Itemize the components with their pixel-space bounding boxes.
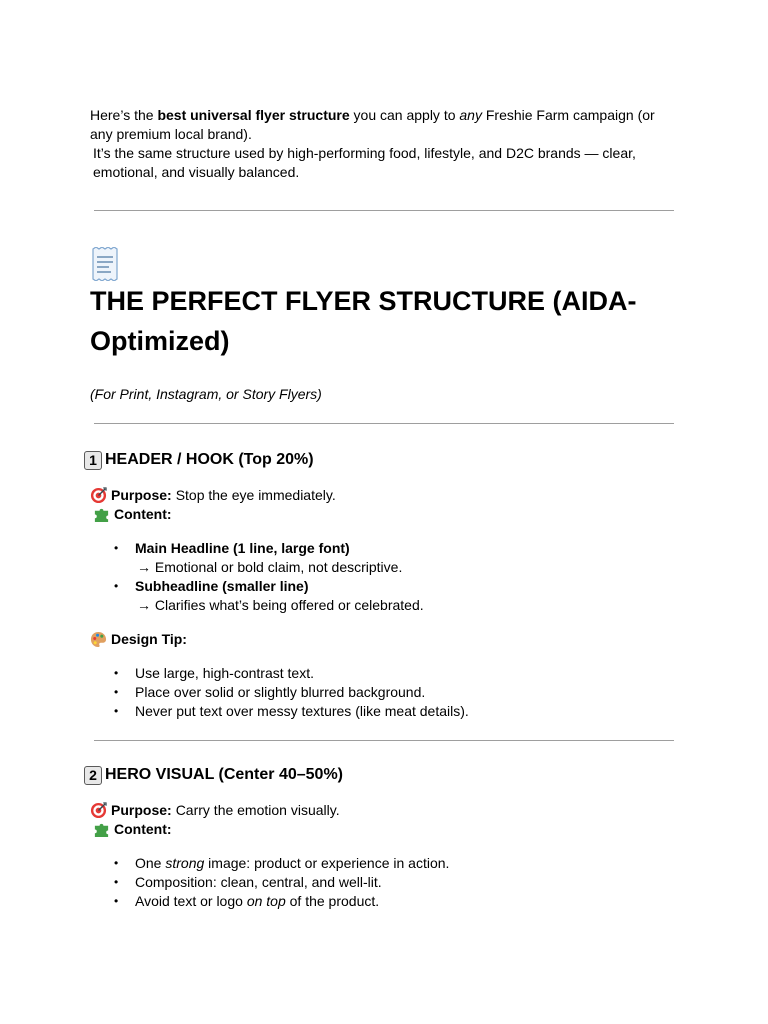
list-item: • Subheadline (smaller line) → Clarifies what’s being offered or celebrated. — [114, 578, 424, 613]
list-item: • Main Headline (1 line, large font) → Emotional or bold claim, not descriptive. — [114, 540, 403, 575]
content-line: Content: — [90, 820, 676, 839]
puzzle-icon — [93, 506, 110, 523]
purpose-line: Purpose: Stop the eye immediately. — [90, 486, 676, 505]
content-list — [90, 854, 676, 911]
bullet-icon: • — [114, 685, 119, 699]
bullet-icon: • — [114, 894, 119, 908]
content-line: Content: — [90, 505, 676, 524]
bullet-icon: • — [114, 704, 119, 718]
purpose-line: Purpose: Carry the emotion visually. — [90, 801, 676, 820]
bullet-icon: • — [114, 666, 119, 680]
list-item: • Place over solid or slightly blurred background. — [114, 684, 426, 700]
bullet-icon: • — [114, 856, 119, 870]
list-item: • One strong image: product or experience in action. — [114, 855, 450, 871]
keycap-number-icon: 1 — [84, 451, 102, 470]
keycap-number-icon: 2 — [84, 766, 102, 785]
intro-paragraph-1: Here’s the best universal flyer structure you can apply to any Freshie Farm campaign (or any premium local brand). — [90, 107, 655, 142]
section-heading-text: HEADER / HOOK (Top 20%) — [105, 451, 314, 468]
page-title — [90, 247, 676, 361]
receipt-icon — [90, 247, 120, 281]
document-page — [90, 106, 676, 911]
target-icon — [90, 802, 107, 819]
intro-paragraph-2: It’s the same structure used by high-performing food, lifestyle, and D2C brands — clear, emotional, and visually balanced. — [93, 145, 636, 180]
palette-icon — [90, 631, 107, 648]
bullet-icon: • — [114, 541, 119, 555]
divider — [94, 210, 674, 211]
bullet-icon: • — [114, 875, 119, 889]
subtitle: (For Print, Instagram, or Story Flyers) — [90, 386, 322, 402]
divider — [94, 740, 674, 741]
content-list — [90, 539, 676, 615]
section-heading-2 — [84, 765, 676, 785]
list-item: • Avoid text or logo on top of the product. — [114, 893, 380, 909]
design-tip-line: Design Tip: — [90, 630, 676, 649]
section-heading-text: HERO VISUAL (Center 40–50%) — [105, 766, 343, 783]
design-tip-list — [90, 664, 676, 721]
divider — [94, 423, 674, 424]
section-heading-1 — [84, 450, 676, 470]
target-icon — [90, 487, 107, 504]
list-item: • Never put text over messy textures (like meat details). — [114, 703, 469, 719]
list-item: • Composition: clean, central, and well-lit. — [114, 874, 382, 890]
list-item: • Use large, high-contrast text. — [114, 665, 314, 681]
puzzle-icon — [93, 821, 110, 838]
intro — [90, 106, 676, 182]
bullet-icon: • — [114, 579, 119, 593]
title-text: THE PERFECT FLYER STRUCTURE (AIDA-Optimized) — [90, 286, 637, 356]
